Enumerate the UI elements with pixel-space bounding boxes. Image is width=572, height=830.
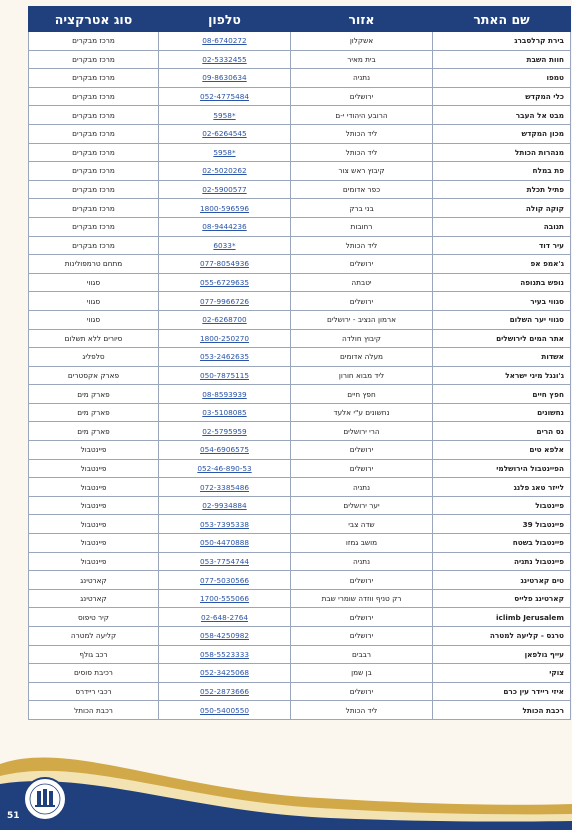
table-row [29,199,571,218]
cell-attraction-type: סגווי [29,310,159,329]
cell-area: נתניה [291,552,433,571]
table-row [29,69,571,88]
cell-area: נתניה [291,69,433,88]
cell-attraction-type: פיינטבול [29,534,159,553]
table-row [29,403,571,422]
cell-attraction-type: סיורים ללא תשלום [29,329,159,348]
phone-link[interactable]: 052-4775484 [199,92,250,102]
cell-area: ליד הכותל [291,701,433,720]
cell-site-name: אלפא טים [433,441,571,460]
cell-phone [159,348,291,367]
cell-area: ירושלים [291,441,433,460]
cell-phone [159,403,291,422]
cell-site-name: פת במלח [433,162,571,181]
cell-area: נתניה [291,478,433,497]
cell-phone [159,69,291,88]
cell-site-name: כלי המקדש [433,87,571,106]
cell-phone [159,292,291,311]
cell-attraction-type: פיינטבול [29,459,159,478]
phone-link[interactable]: 050-7875115 [199,370,250,380]
phone-link[interactable]: 052-46-890-53 [197,463,252,473]
phone-link[interactable]: 08-9444236 [202,222,247,232]
cell-area: בית מאיר [291,50,433,69]
phone-link[interactable]: 053-2462635 [199,352,250,362]
cell-attraction-type: פארק מים [29,385,159,404]
phone-link[interactable]: 058-4250982 [199,631,250,641]
cell-area: ירושלים [291,87,433,106]
phone-link[interactable]: 077-8054936 [199,259,250,269]
cell-area: מושב גמזו [291,534,433,553]
cell-site-name: נופש בתנופה [433,273,571,292]
cell-attraction-type: פיינטבול [29,515,159,534]
table-row [29,478,571,497]
phone-link[interactable]: 1800-596596 [199,203,250,213]
table-row [29,143,571,162]
cell-site-name: טמפו [433,69,571,88]
cell-phone [159,273,291,292]
table-row [29,534,571,553]
cell-site-name: מבט אל העבר [433,106,571,125]
cell-attraction-type: מרכז מבקרים [29,162,159,181]
table-row [29,441,571,460]
phone-link[interactable]: 1800-250270 [199,333,250,343]
phone-link[interactable]: 09-8630634 [202,73,247,83]
cell-attraction-type: מרכז מבקרים [29,87,159,106]
cell-attraction-type: רכיבת סוסים [29,664,159,683]
cell-phone [159,180,291,199]
cell-phone [159,50,291,69]
cell-phone [159,664,291,683]
phone-link[interactable]: 02-6268700 [202,315,247,325]
organization-seal-logo [22,776,68,822]
cell-attraction-type: מרכז מבקרים [29,180,159,199]
cell-site-name: טים קארטינג [433,571,571,590]
cell-area: רק טניף ווזדה שומרי שבת [291,589,433,608]
cell-attraction-type: מרכז מבקרים [29,69,159,88]
table-row [29,32,571,51]
cell-area: אשקלון [291,32,433,51]
cell-area: כפר אדומים [291,180,433,199]
cell-phone [159,701,291,720]
cell-site-name: איזי ריידר עין כרם [433,682,571,701]
cell-attraction-type: קארטינג [29,589,159,608]
cell-phone [159,366,291,385]
cell-site-name: iclimb Jerusalem [433,608,571,627]
cell-site-name: אתר המים לירושלים [433,329,571,348]
cell-area: יטבתה [291,273,433,292]
cell-area: ירושלים [291,255,433,274]
cell-site-name: פיינטבול [433,496,571,515]
phone-link[interactable]: 055-6729635 [199,278,250,288]
cell-attraction-type: מרכז מבקרים [29,50,159,69]
table-row [29,589,571,608]
phone-link[interactable]: 053-7754744 [199,556,250,566]
cell-attraction-type: מרכז מבקרים [29,236,159,255]
table-row [29,348,571,367]
phone-link[interactable]: 08-6740272 [202,36,247,46]
cell-attraction-type: סגווי [29,292,159,311]
cell-area: ירושלים [291,608,433,627]
cell-area: ירושלים [291,292,433,311]
cell-site-name: מכון המקדש [433,124,571,143]
phone-link[interactable]: 054-6906575 [199,445,250,455]
cell-area: ארמון הנציב - ירושלים [291,310,433,329]
table-row [29,310,571,329]
cell-attraction-type: פארק מים [29,422,159,441]
cell-attraction-type: סגווי [29,273,159,292]
cell-phone [159,627,291,646]
phone-link[interactable]: 077-9966726 [199,296,250,306]
phone-link[interactable]: *5958 [213,147,236,157]
phone-link[interactable]: 03-5108085 [202,408,247,418]
cell-area: בן שמן [291,664,433,683]
cell-phone [159,608,291,627]
cell-site-name: עיר דוד [433,236,571,255]
cell-site-name: נס הרים [433,422,571,441]
phone-link[interactable]: 077-5030566 [199,575,250,585]
cell-area: הרי ירושלים [291,422,433,441]
cell-area: ירושלים [291,459,433,478]
cell-attraction-type: פיינטבול [29,552,159,571]
cell-site-name: פיינטבול נתניה [433,552,571,571]
cell-area: קיבוץ חולדה [291,329,433,348]
phone-link[interactable]: 050-5400550 [199,705,250,715]
cell-area: בני ברק [291,199,433,218]
phone-link[interactable]: *6033 [213,240,236,250]
table-row [29,217,571,236]
cell-phone [159,32,291,51]
cell-area: ליד הכותל [291,236,433,255]
attractions-table [28,6,571,720]
phone-link[interactable]: 08-8593939 [202,389,247,399]
phone-link[interactable]: *5958 [213,110,236,120]
cell-site-name: הפיינטבול הירושלמי [433,459,571,478]
cell-phone [159,589,291,608]
phone-link[interactable]: 02-5795959 [202,426,247,436]
cell-site-name: בירת קרלסברג [433,32,571,51]
phone-link[interactable]: 052-2873666 [199,687,250,697]
table-row [29,385,571,404]
cell-attraction-type: פיינטבול [29,441,159,460]
cell-area: רחובות [291,217,433,236]
table-row [29,162,571,181]
header-area: אזור [291,7,433,32]
cell-site-name: אשדות [433,348,571,367]
cell-site-name: עייף גולפאן [433,645,571,664]
cell-area: נחשונים ע"י אלעד [291,403,433,422]
phone-link[interactable]: 1700-555066 [199,594,250,604]
table-row [29,608,571,627]
cell-site-name: קוקה קולה [433,199,571,218]
cell-phone [159,459,291,478]
phone-link[interactable]: 058-5523333 [199,649,250,659]
cell-phone [159,162,291,181]
cell-site-name: חפץ חיים [433,385,571,404]
phone-link[interactable]: 02-5020262 [202,166,247,176]
cell-area: יער ירושלים [291,496,433,515]
cell-phone [159,571,291,590]
cell-attraction-type: מרכז מבקרים [29,143,159,162]
cell-site-name: נחשונים [433,403,571,422]
phone-link[interactable]: 050-4470888 [199,538,250,548]
cell-phone [159,422,291,441]
cell-phone [159,255,291,274]
cell-site-name: טרגס - קליעה למטרה [433,627,571,646]
table-row [29,459,571,478]
cell-phone [159,682,291,701]
cell-area: ליד מבוא חורון [291,366,433,385]
table-row [29,422,571,441]
cell-phone [159,645,291,664]
cell-attraction-type: פיינטבול [29,496,159,515]
cell-site-name: פיינטבול בשטח [433,534,571,553]
table-row [29,366,571,385]
cell-phone [159,143,291,162]
cell-site-name: לייזר טאג פלנג [433,478,571,497]
table-row [29,571,571,590]
cell-phone [159,106,291,125]
header-site-name: שם האתר [433,7,571,32]
cell-site-name: פיינטבול 39 [433,515,571,534]
table-row [29,236,571,255]
cell-area: ירושלים [291,682,433,701]
cell-area: קיבוץ ראש צור [291,162,433,181]
cell-phone [159,87,291,106]
cell-area: מעלה אדומים [291,348,433,367]
header-phone: טלפון [159,7,291,32]
cell-attraction-type: רכבת הכותל [29,701,159,720]
phone-link[interactable]: 02-5332455 [202,54,247,64]
cell-phone [159,552,291,571]
cell-attraction-type: מתחם טרמפולינות [29,255,159,274]
table-header-row [29,7,571,32]
cell-attraction-type: קליעה למטרה [29,627,159,646]
table-row [29,645,571,664]
table-row [29,180,571,199]
table-body [29,32,571,720]
cell-attraction-type: קיר טיפוס [29,608,159,627]
cell-attraction-type: מרכז מבקרים [29,199,159,218]
cell-attraction-type: רכבי ריידרס [29,682,159,701]
cell-attraction-type: פיינטבול [29,478,159,497]
cell-attraction-type: רכב גולף [29,645,159,664]
table-row [29,701,571,720]
table-row [29,106,571,125]
cell-phone [159,236,291,255]
cell-attraction-type: פארק מים [29,403,159,422]
phone-link[interactable]: 02-9934884 [202,501,247,511]
footer-wave-decoration [0,742,572,830]
cell-site-name: קארטינג פלייס [433,589,571,608]
cell-phone [159,534,291,553]
cell-site-name: רכבת הכותל [433,701,571,720]
cell-area: ירושלים [291,571,433,590]
phone-link[interactable]: 053-7395338 [199,519,250,529]
cell-attraction-type: מרכז מבקרים [29,217,159,236]
cell-attraction-type: קארטינג [29,571,159,590]
cell-site-name: סגווי יער השלום [433,310,571,329]
cell-area: הרובע היהודי י-ם [291,106,433,125]
cell-site-name: ג'אמפ אפ [433,255,571,274]
phone-link[interactable]: 02-6264545 [202,129,247,139]
page-number: 51 [7,811,20,821]
cell-attraction-type: סלפליג [29,348,159,367]
cell-phone [159,385,291,404]
cell-phone [159,310,291,329]
table-row [29,515,571,534]
table-row [29,627,571,646]
table-row [29,124,571,143]
cell-phone [159,515,291,534]
table-row [29,496,571,515]
cell-phone [159,478,291,497]
cell-site-name: ג'ונגל מיני ישראל [433,366,571,385]
cell-area: ליד הכותל [291,124,433,143]
cell-area: שדה צבי [291,515,433,534]
phone-link[interactable]: 052-3425068 [199,668,250,678]
table-row [29,50,571,69]
cell-site-name: תנובה [433,217,571,236]
table-row [29,255,571,274]
cell-site-name: חוות השבת [433,50,571,69]
phone-link[interactable]: 072-3385486 [199,482,250,492]
phone-link[interactable]: 02-5900577 [202,185,247,195]
cell-phone [159,329,291,348]
cell-site-name: מנהרות הכותל [433,143,571,162]
cell-phone [159,217,291,236]
cell-attraction-type: מרכז מבקרים [29,124,159,143]
cell-area: ליד הכותל [291,143,433,162]
phone-link[interactable]: 02-648-2764 [200,612,249,622]
cell-site-name: פתיל תכלת [433,180,571,199]
cell-phone [159,441,291,460]
cell-site-name: סגווי בעיר [433,292,571,311]
cell-phone [159,199,291,218]
cell-area: חפץ חיים [291,385,433,404]
cell-area: ירושלים [291,627,433,646]
header-attraction-type: סוג אטרקציה [29,7,159,32]
table-row [29,682,571,701]
table-row [29,87,571,106]
cell-attraction-type: מרכז מבקרים [29,106,159,125]
cell-phone [159,496,291,515]
table-row [29,292,571,311]
cell-phone [159,124,291,143]
table-row [29,329,571,348]
table-row [29,552,571,571]
cell-area: רבבים [291,645,433,664]
table-row [29,273,571,292]
cell-site-name: צוקי [433,664,571,683]
cell-attraction-type: פארק אקסטרים [29,366,159,385]
table-row [29,664,571,683]
cell-attraction-type: מרכז מבקרים [29,32,159,51]
